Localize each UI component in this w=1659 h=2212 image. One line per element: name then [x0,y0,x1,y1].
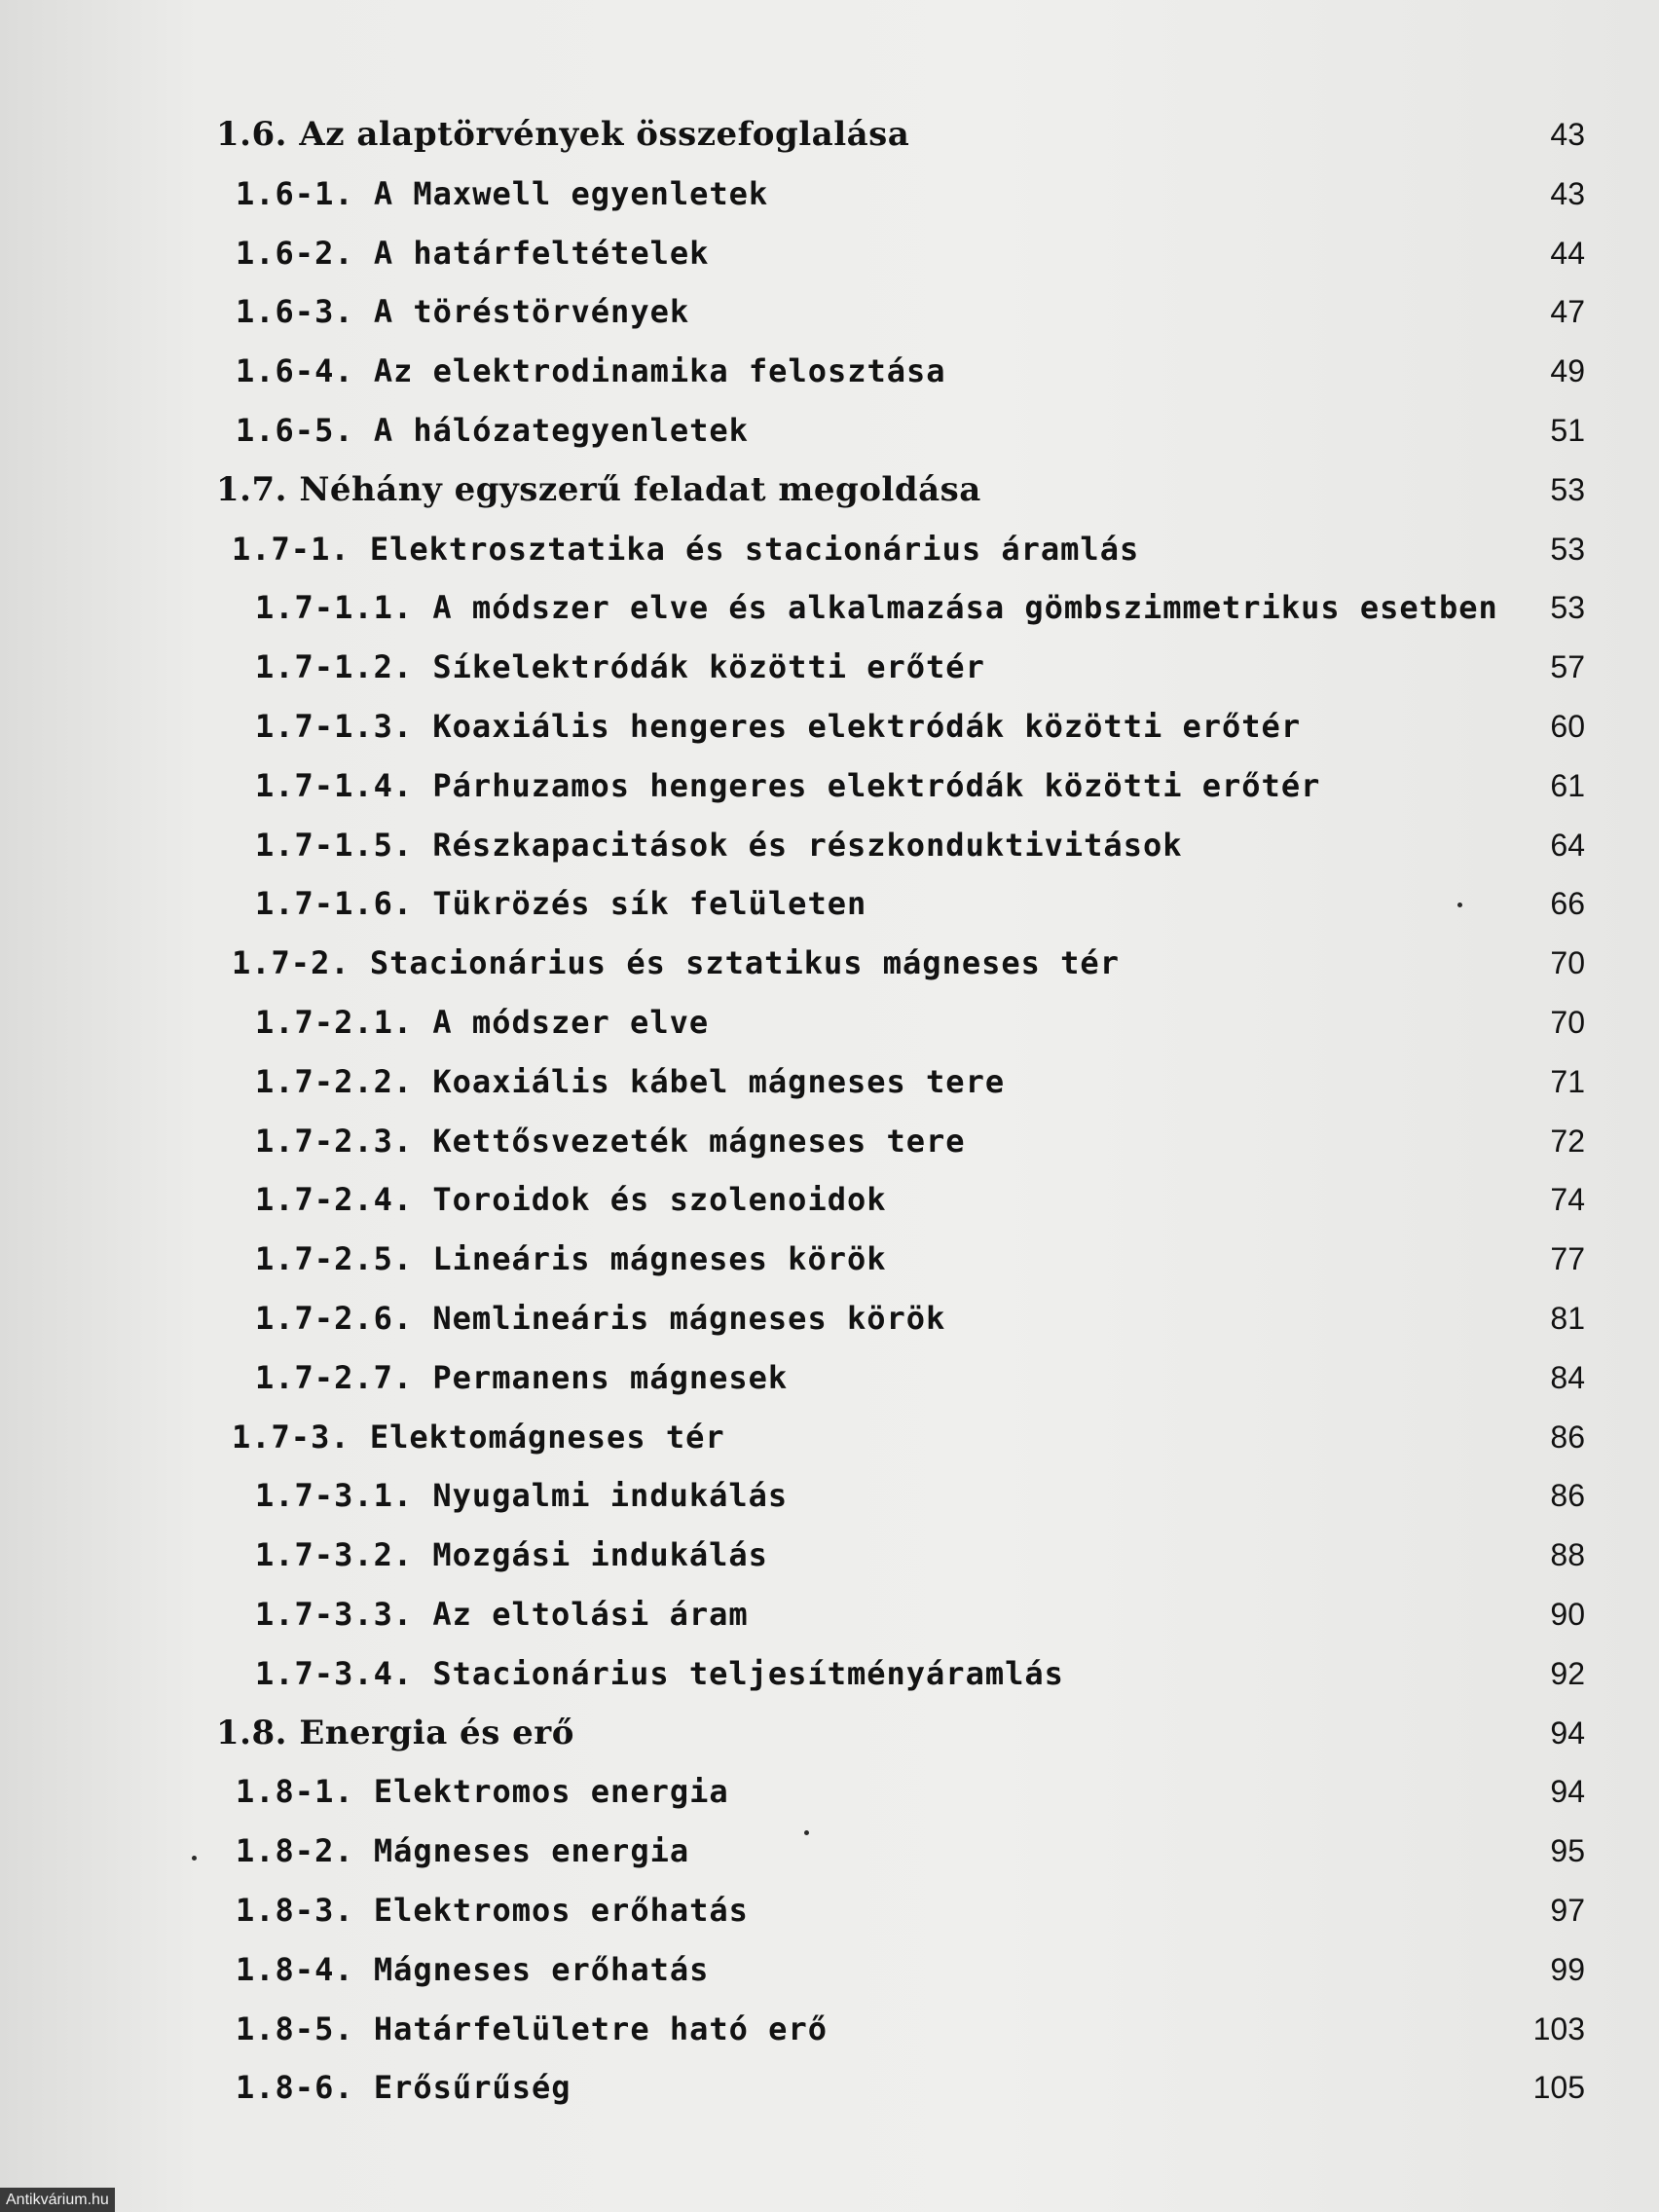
toc-entry [0,286,1659,337]
toc-entry-label: 1.7-2.7. Permanens mágnesek [255,1359,789,1396]
toc-entry [0,760,1659,811]
toc-entry-label: 1.7-1.4. Párhuzamos hengeres elektródák közötti erőtér [255,767,1321,804]
toc-page-number: 81 [1550,1301,1585,1336]
toc-entry-label: 1.7-3.1. Nyugalmi indukálás [255,1477,789,1514]
toc-entry-label: 1.7-1.6. Tükrözés sík felületen [255,885,867,922]
toc-entry [0,1766,1659,1817]
toc-entry-label: 1.7-3. Elektomágneses tér [232,1419,725,1456]
toc-page-number: 60 [1550,709,1585,744]
toc-entry-label: 1.6-5. A hálózategyenletek [236,412,749,449]
toc-entry [0,1708,1659,1758]
toc-entry [0,405,1659,456]
toc-page-number: 49 [1550,353,1585,388]
toc-page-number: 43 [1550,176,1585,211]
toc-entry-label: 1.7-2.2. Koaxiális kábel mágneses tere [255,1063,1006,1100]
toc-page-number: 95 [1550,1833,1585,1868]
toc-entry [0,1589,1659,1640]
toc-entry [0,464,1659,515]
toc-entry-label: 1.8-1. Elektromos energia [236,1773,729,1810]
toc-page-number: 74 [1550,1182,1585,1217]
toc-entry-label: 1.7-1.1. A módszer elve és alkalmazása gömbszimmetrikus esetben [255,589,1498,626]
toc-entry-label: 1.6-1. A Maxwell egyenletek [236,175,769,212]
toc-page-number: 97 [1550,1893,1585,1928]
toc-page-number: 84 [1550,1360,1585,1395]
toc-entry [0,1885,1659,1936]
toc-section-heading: 1.8. Energia és erő [216,1714,574,1752]
toc-page-number: 44 [1550,236,1585,271]
toc-entry [0,878,1659,929]
toc-entry [0,642,1659,692]
toc-entry-label: 1.7-3.3. Az eltolási áram [255,1596,749,1633]
toc-entry-label: 1.7-2. Stacionárius és sztatikus mágneses tér [232,944,1120,981]
toc-entry [0,228,1659,278]
toc-page-number: 86 [1550,1419,1585,1455]
toc-entry-label: 1.8-3. Elektromos erőhatás [236,1892,749,1929]
toc-entry [0,1470,1659,1521]
toc-section-heading: 1.6. Az alaptörvények összefoglalása [216,115,910,154]
toc-page-number: 72 [1550,1124,1585,1159]
toc-page-number: 43 [1550,117,1585,152]
toc-entry-label: 1.7-2.5. Lineáris mágneses körök [255,1240,887,1277]
print-speck [1457,903,1462,907]
toc-entry [0,997,1659,1048]
print-speck [804,1830,809,1835]
toc-page-number: 57 [1550,649,1585,684]
toc-entry [0,1116,1659,1166]
toc-entry-label: 1.8-4. Mágneses erőhatás [236,1951,710,1988]
toc-page-number: 47 [1550,294,1585,329]
toc-entry [0,1412,1659,1462]
toc-page-number: 77 [1550,1241,1585,1276]
toc-page-number: 105 [1532,2070,1585,2105]
toc-entry [0,1530,1659,1580]
toc-entry-label: 1.7-1. Elektrosztatika és stacionárius áramlás [232,531,1140,568]
toc-entry [0,346,1659,396]
toc-entry-label: 1.7-1.3. Koaxiális hengeres elektródák közötti erőtér [255,708,1302,745]
toc-page-number: 70 [1550,1005,1585,1040]
toc-page-number: 64 [1550,828,1585,863]
toc-page-number: 70 [1550,945,1585,980]
toc-page-number: 86 [1550,1478,1585,1513]
toc-entry-label: 1.6-3. A töréstörvények [236,293,690,330]
toc-page-number: 94 [1550,1715,1585,1751]
toc-entry [0,701,1659,752]
toc-entry [0,582,1659,633]
toc-entry [0,1352,1659,1403]
toc-page-number: 103 [1532,2011,1585,2046]
toc-entry [0,1293,1659,1344]
toc-entry-label: 1.7-2.4. Toroidok és szolenoidok [255,1181,887,1218]
toc-entry-label: 1.7-3.4. Stacionárius teljesítményáramlás [255,1655,1064,1692]
toc-entry [0,168,1659,219]
toc-entry-label: 1.8-6. Erősűrűség [236,2069,571,2106]
toc-page-number: 94 [1550,1774,1585,1809]
toc-entry [0,2004,1659,2054]
toc-page-number: 90 [1550,1597,1585,1632]
toc-page-number: 51 [1550,413,1585,448]
toc-entry-label: 1.6-4. Az elektrodinamika felosztása [236,352,946,389]
toc-entry [0,1174,1659,1225]
toc-entry-label: 1.7-1.5. Részkapacitások és részkonduktivitások [255,827,1183,864]
watermark: Antikvárium.hu [0,2188,115,2212]
toc-entry [0,938,1659,988]
toc-entry-label: 1.6-2. A határfeltételek [236,235,710,272]
toc-page-number: 53 [1550,590,1585,625]
toc-entry-label: 1.7-2.6. Nemlineáris mágneses körök [255,1300,946,1337]
toc-page-number: 88 [1550,1537,1585,1572]
toc-page-number: 53 [1550,472,1585,507]
toc-entry [0,1056,1659,1107]
toc-entry-label: 1.7-2.1. A módszer elve [255,1004,710,1041]
toc-page-number: 66 [1550,886,1585,921]
toc-page-number: 99 [1550,1952,1585,1987]
toc-entry [0,1825,1659,1876]
toc-page-number: 53 [1550,532,1585,567]
toc-entry [0,1234,1659,1284]
toc-entry-label: 1.8-5. Határfelületre ható erő [236,2010,828,2047]
toc-entry [0,1944,1659,1995]
toc-entry [0,1648,1659,1699]
toc-page-number: 92 [1550,1656,1585,1691]
toc-entry-label: 1.7-3.2. Mozgási indukálás [255,1536,768,1573]
toc-page-number: 71 [1550,1064,1585,1099]
toc-entry [0,2062,1659,2113]
toc-entry-label: 1.8-2. Mágneses energia [236,1832,690,1869]
toc-entry-label: 1.7-1.2. Síkelektródák közötti erőtér [255,648,985,685]
print-speck [192,1856,197,1861]
toc-section-heading: 1.7. Néhány egyszerű feladat megoldása [216,470,981,509]
toc-entry [0,524,1659,574]
toc-entry [0,109,1659,160]
toc-page-number: 61 [1550,768,1585,803]
toc-entry [0,820,1659,870]
toc-entry-label: 1.7-2.3. Kettősvezeték mágneses tere [255,1123,966,1160]
